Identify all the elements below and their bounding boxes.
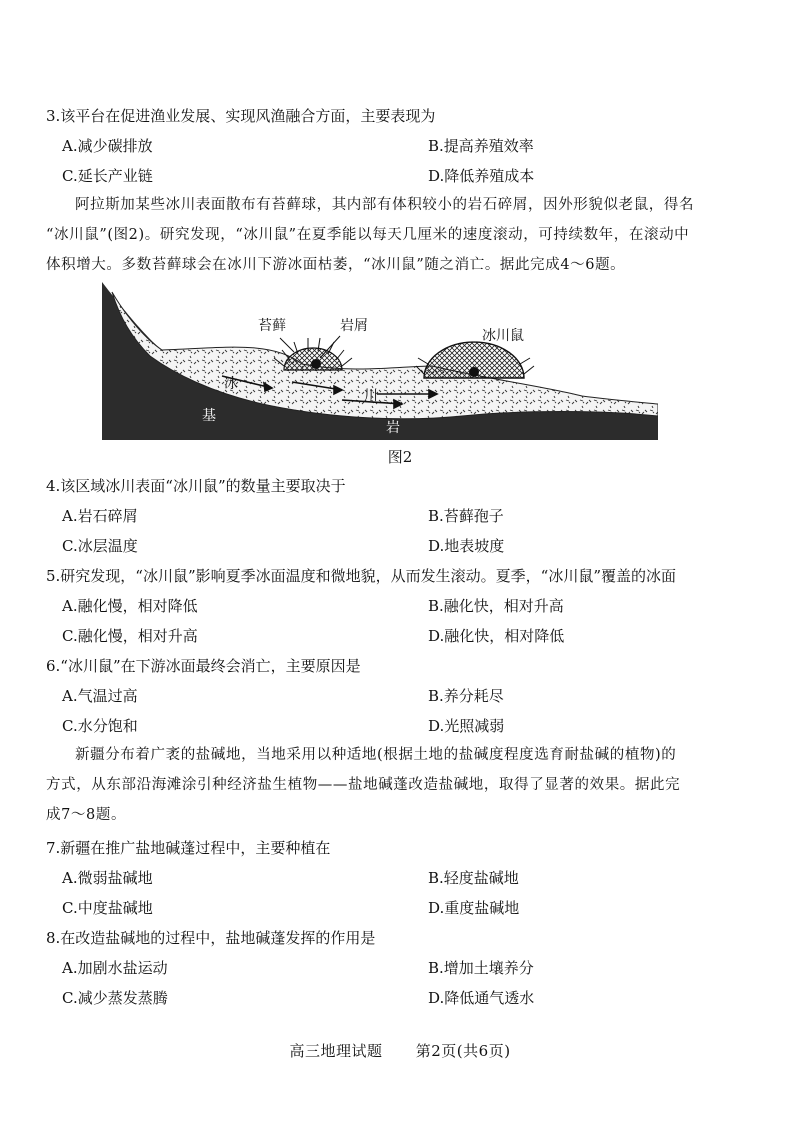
passage2-line3: 成7～8题。 bbox=[46, 807, 127, 823]
passage2-line2: 方式，从东部沿海滩涂引种经济盐生植物——盐地碱蓬改造盐碱地，取得了显著的效果。据此完 bbox=[46, 777, 681, 793]
question-5-stem: 5.研究发现，“冰川鼠”影响夏季冰面温度和微地貌，从而发生滚动。夏季，“冰川鼠”覆盖的冰面 bbox=[46, 567, 676, 585]
passage1-line2: “冰川鼠”(图2)。研究发现，“冰川鼠”在夏季能以每天几厘米的速度滚动，可持续数年，在滚动中 bbox=[46, 227, 690, 243]
question-3-stem: 3.该平台在促进渔业发展、实现风渔融合方面，主要表现为 bbox=[46, 107, 436, 125]
q6-option-a: A.气温过高 bbox=[62, 687, 138, 705]
question-6-stem: 6.“冰川鼠”在下游冰面最终会消亡，主要原因是 bbox=[46, 657, 361, 675]
q4-option-d: D.地表坡度 bbox=[428, 537, 505, 555]
q4-option-a: A.岩石碎屑 bbox=[62, 507, 138, 525]
passage1-line3: 体积增大。多数苔藓球会在冰川下游冰面枯萎，“冰川鼠”随之消亡。据此完成4～6题。 bbox=[46, 257, 626, 273]
q6-option-c: C.水分饱和 bbox=[62, 717, 138, 735]
footer-subject: 高三地理试题 bbox=[289, 1042, 383, 1060]
q5-option-c: C.融化慢，相对升高 bbox=[62, 627, 198, 645]
q4-option-b: B.苔藓孢子 bbox=[428, 507, 504, 525]
q8-option-a: A.加剧水盐运动 bbox=[62, 959, 168, 977]
label-ice-1: 冰 bbox=[224, 376, 238, 392]
q3-option-a: A.减少碳排放 bbox=[62, 137, 153, 155]
passage-saline-land bbox=[46, 740, 758, 830]
q7-option-b: B.轻度盐碱地 bbox=[428, 869, 519, 887]
passage2-line1: 新疆分布着广袤的盐碱地，当地采用以种适地(根据土地的盐碱度程度选育耐盐碱的植物)的 bbox=[75, 747, 677, 763]
passage1-line1: 阿拉斯加某些冰川表面散布有苔藓球，其内部有体积较小的岩石碎屑，因外形貌似老鼠，得名 bbox=[75, 197, 695, 213]
question-4-stem: 4.该区域冰川表面“冰川鼠”的数量主要取决于 bbox=[46, 477, 346, 495]
glacier-mouse-rock-core bbox=[469, 367, 479, 377]
figure-caption: 图2 bbox=[387, 448, 413, 466]
q3-option-b: B.提高养殖效率 bbox=[428, 137, 534, 155]
q6-option-b: B.养分耗尽 bbox=[428, 687, 504, 705]
q6-option-d: D.光照减弱 bbox=[428, 717, 505, 735]
label-bedrock-1: 基 bbox=[202, 408, 216, 424]
q5-option-d: D.融化快，相对降低 bbox=[428, 627, 565, 645]
q3-option-d: D.降低养殖成本 bbox=[428, 167, 535, 185]
label-debris: 岩屑 bbox=[340, 318, 368, 334]
question-7-stem: 7.新疆在推广盐地碱蓬过程中，主要种植在 bbox=[46, 839, 331, 857]
label-ice-2: 川 bbox=[364, 388, 378, 404]
label-glacier-mouse: 冰川鼠 bbox=[482, 328, 524, 344]
footer-page-number: 第2页(共6页) bbox=[415, 1042, 511, 1060]
rock-debris-core bbox=[311, 359, 321, 369]
q4-option-c: C.冰层温度 bbox=[62, 537, 138, 555]
page-footer bbox=[0, 1040, 800, 1061]
q5-option-a: A.融化慢，相对降低 bbox=[62, 597, 198, 615]
q7-option-a: A.微弱盐碱地 bbox=[62, 869, 153, 887]
q8-option-c: C.减少蒸发蒸腾 bbox=[62, 989, 168, 1007]
q5-option-b: B.融化快，相对升高 bbox=[428, 597, 564, 615]
label-moss: 苔藓 bbox=[258, 318, 286, 334]
q8-option-b: B.增加土壤养分 bbox=[428, 959, 534, 977]
q8-option-d: D.降低通气透水 bbox=[428, 989, 535, 1007]
q3-option-c: C.延长产业链 bbox=[62, 167, 153, 185]
question-8-stem: 8.在改造盐碱地的过程中，盐地碱蓬发挥的作用是 bbox=[46, 929, 376, 947]
q7-option-c: C.中度盐碱地 bbox=[62, 899, 153, 917]
label-bedrock-2: 岩 bbox=[386, 420, 400, 436]
passage-glacier-mouse bbox=[46, 190, 758, 280]
q7-option-d: D.重度盐碱地 bbox=[428, 899, 520, 917]
figure-2-glacier-diagram bbox=[102, 278, 658, 440]
